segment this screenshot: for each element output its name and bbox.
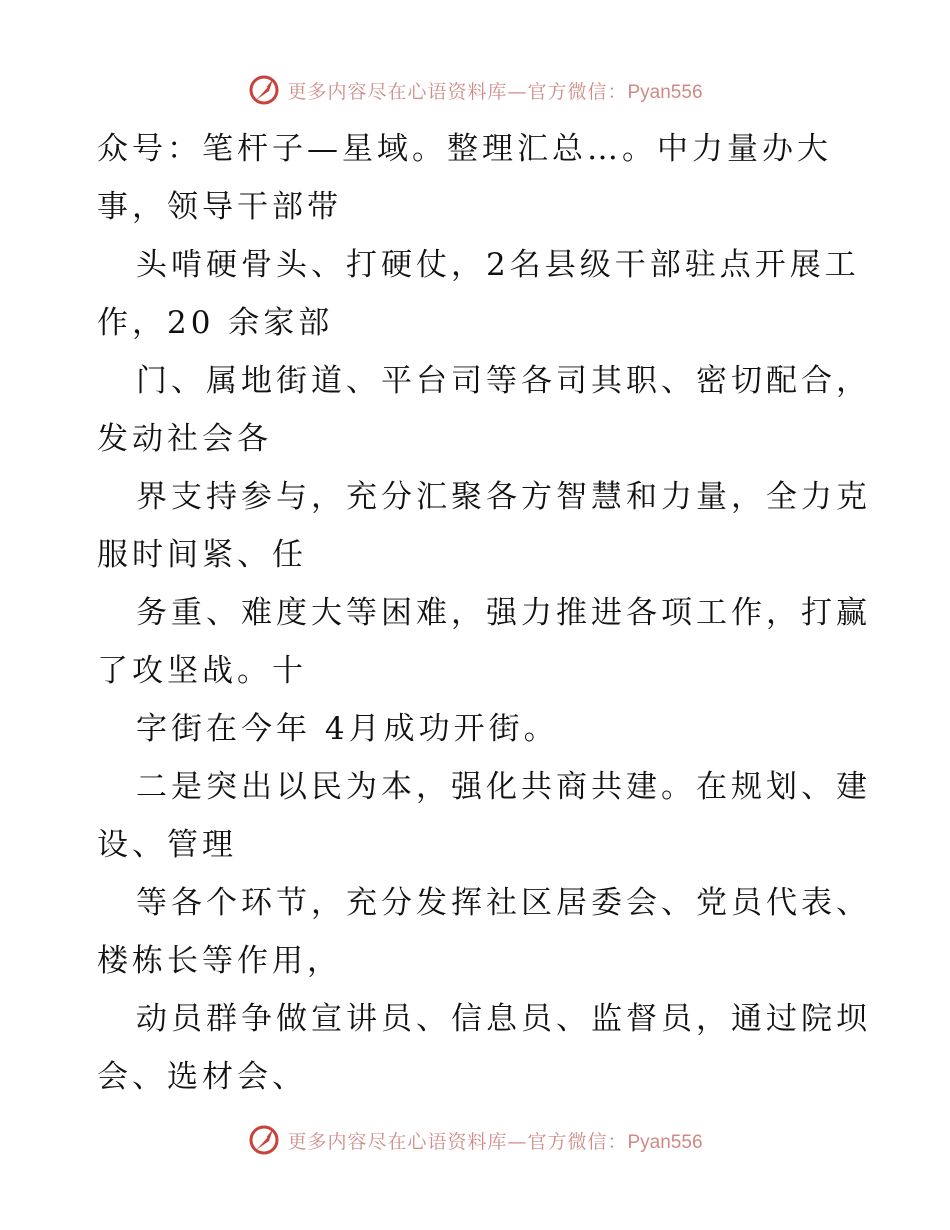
text-line: 门、属地街道、平台司等各司其职、密切配合， [136, 363, 871, 399]
footer-banner-text: 更多内容尽在心语资料库—官方微信：Pyan556 [287, 1130, 703, 1153]
header-banner [0, 70, 950, 110]
text-line: 众号：笔杆子—星域。整理汇总…。中力量办大 [97, 131, 832, 167]
text-line: 二是突出以民为本，强化共商共建。在规划、建 [136, 769, 871, 805]
text-line: 发动社会各 [97, 421, 272, 457]
header-brand: Pyan556 [627, 81, 703, 103]
text-line: 字街在今年 4月成功开街。 [136, 711, 559, 747]
feather-pen-icon [247, 73, 281, 107]
text-line: 了攻坚战。十 [97, 653, 307, 689]
feather-pen-icon [247, 1123, 281, 1157]
text-line: 等各个环节，充分发挥社区居委会、党员代表、 [136, 885, 871, 921]
text-line: 动员群争做宣讲员、信息员、监督员，通过院坝 [136, 1001, 871, 1037]
text-line: 界支持参与，充分汇聚各方智慧和力量，全力克 [136, 479, 871, 515]
text-line: 头啃硬骨头、打硬仗，2名县级干部驻点开展工 [136, 247, 860, 283]
footer-banner [0, 1120, 950, 1160]
text-line: 楼栋长等作用， [97, 943, 342, 979]
text-line: 设、管理 [97, 827, 237, 863]
text-line: 服时间紧、任 [97, 537, 307, 573]
header-banner-text: 更多内容尽在心语资料库—官方微信：Pyan556 [287, 80, 703, 103]
text-line: 会、选材会、 [97, 1059, 307, 1095]
text-line: 作，20 余家部 [97, 305, 334, 341]
text-line: 事，领导干部带 [97, 189, 342, 225]
text-line: 务重、难度大等困难，强力推进各项工作，打赢 [136, 595, 871, 631]
footer-brand: Pyan556 [627, 1131, 703, 1153]
document-body [97, 120, 871, 1106]
